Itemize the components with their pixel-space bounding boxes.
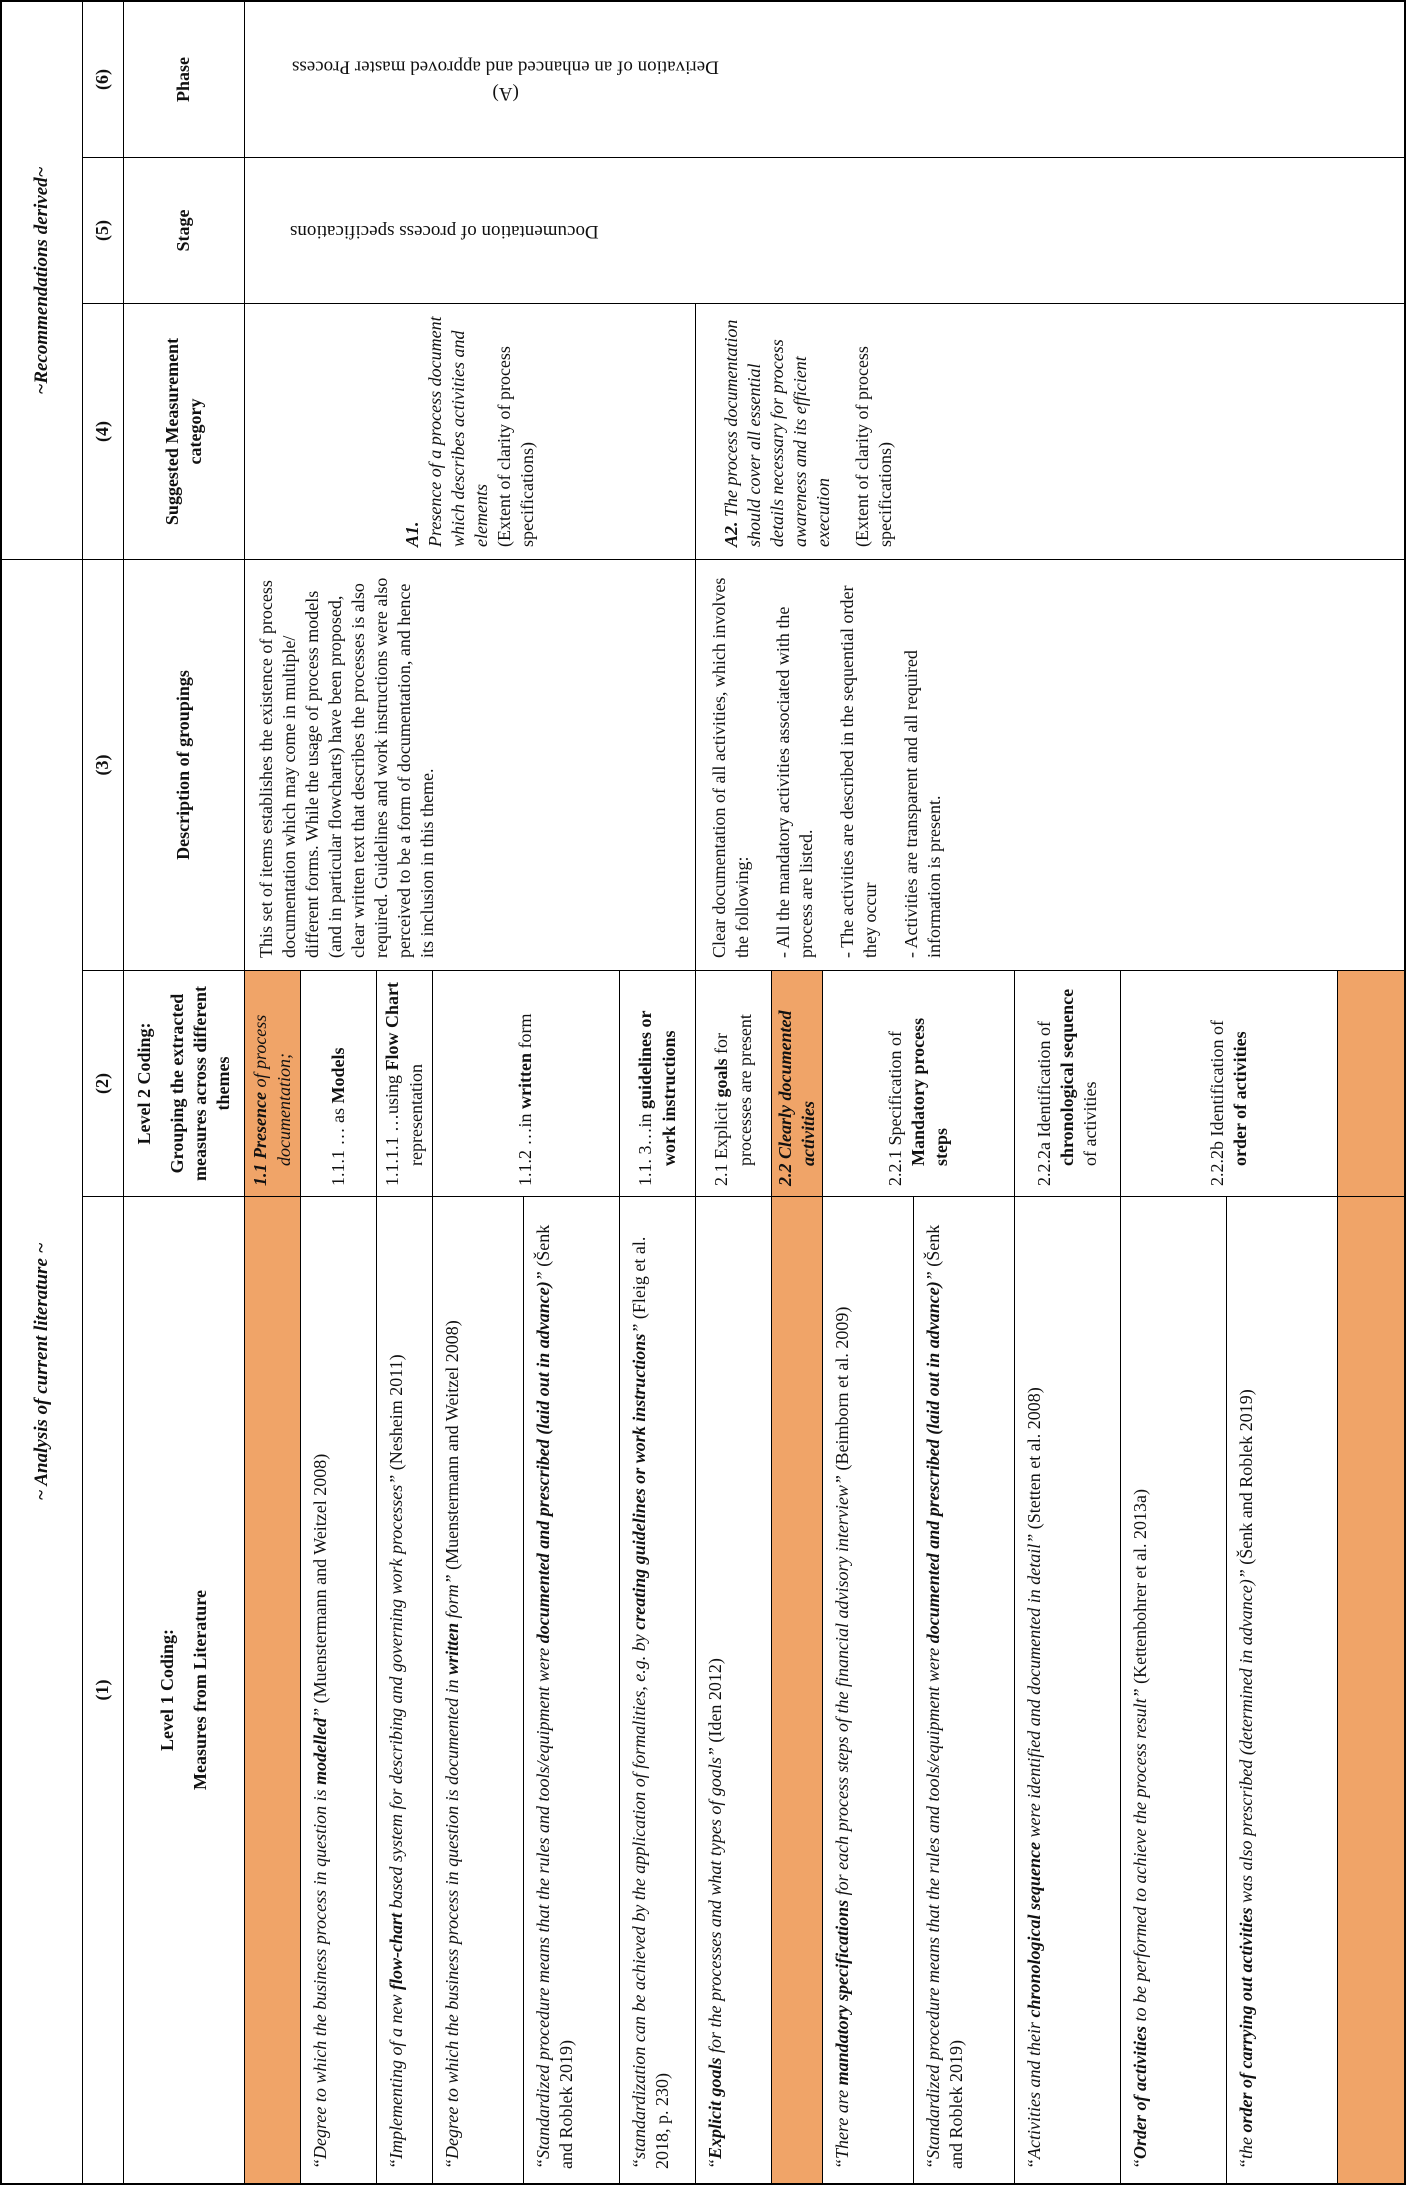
text-segment: “Activities and their [1024,2017,1044,2169]
text-segment: 1.1 Presence [250,1092,271,1186]
col-number-1: (1) [83,1197,123,2183]
text-segment: 1.1.1.1 …using [382,1070,403,1186]
text-segment: ” [629,1323,649,1334]
stage-text: Documentation of process specifications [290,220,599,242]
quote-cell-order-of-activities [1121,1197,1226,2183]
measurement-a2-paren: (Extent of clarity of process specifications) [852,346,896,547]
quote-cell-modelled [301,1197,376,2183]
text-segment: were identified and documented in detail” [1024,1533,1044,1843]
code-1-1-2-cell [433,971,619,1196]
code-2-2-2a-text [1033,981,1102,1186]
text-segment: chronological sequence [1024,1842,1044,2018]
col-number-6: (6) [83,2,123,157]
quote-cell-chronological-sequence [1015,1197,1120,2183]
text-segment: chronological sequence [1056,988,1077,1166]
text-segment: flow-chart [386,1913,406,1991]
phase-description: Derivation of an enhanced and approved master Process [292,56,719,78]
text-segment: 2.2 Clearly documented activities [774,1010,818,1186]
description-theme-1: This set of items establishes the existence of process documentation which may come in multiple/ different forms. While the usage of process models (and in particular flowcharts) have been proposed, clear written text that describes the processes is also required. Guidelines and work instructions were also perceived to be a form of documentation, and hence its inclusion in this theme. [245,560,695,970]
quote-cell-explicit-goals [696,1197,771,2183]
col-number-5: (5) [83,158,123,303]
text-line: Stage [173,209,194,252]
text-segment: was also prescribed (determined in advance)” [1236,1569,1256,1908]
text-segment: documented and prescribed (laid out in advance) [533,1281,553,1644]
cutoff-row-col1-cell [1338,1197,1404,2183]
col-title-description [124,560,244,970]
theme-2-2-cell [772,971,822,1196]
text-segment: (Kettenbohrer et al. 2013a) [1130,1488,1150,1689]
text-line: Level 1 Coding: [156,1629,177,1752]
text-segment: for the processes and what types of goals” [705,1747,725,2058]
col-title-measurement-category [124,304,244,559]
theme-1-1-cell [245,971,300,1196]
text-segment: “standardization can be achieved by the application of formalities, e.g. by [629,1629,649,2169]
text-segment: (Muenstermann and Weitzel 2008) [442,1320,462,1575]
code-1-1-2-text [514,1014,537,1187]
text-segment: (Beimborn et al. 2009) [832,1306,852,1476]
quote-cell-flowchart [377,1197,432,2183]
text-segment: (Extent of clarity of process specifications) [494,346,538,547]
text-segment: ” [923,1271,943,1282]
text-segment: order of activities [1230,1031,1250,1166]
text-segment: (Šenk and Roblek 2019) [923,1224,967,2169]
text-segment: of activities [1080,1081,1101,1166]
text-segment: modelled [310,1717,330,1785]
text-segment: goals [711,1058,732,1098]
text-segment: Flow Chart [382,981,403,1071]
theme-1-1-empty-cell [245,1197,300,2183]
phase-label: (A) [492,82,519,104]
text-segment: for processes are present [711,1014,755,1166]
text-segment: Order of activities [1130,2026,1150,2159]
text-line: Clear documentation of all activities, which involves the following: [709,577,753,958]
theme-1-1-text [249,981,295,1186]
col-title-phase [124,2,244,157]
text-line: - All the mandatory activities associated with the process are listed. [773,606,817,958]
text-line: Suggested Measurement category [161,337,205,526]
code-2-2-2b-text [1206,981,1252,1186]
text-line: Description of groupings [173,670,194,860]
text-segment: (Stetten et al. 2008) [1024,1387,1044,1534]
text-segment: (Nesheim 2011) [386,1354,406,1475]
text-segment: 2.2.2a Identification of [1033,1021,1054,1186]
col-number-3: (3) [83,560,123,970]
text-segment: Mandatory process steps [907,1017,952,1166]
text-segment: (Šenk and Roblek 2019) [1236,1389,1256,1570]
text-segment: “Standardized procedure means that the rules and tools/equipment were [533,1643,553,2169]
text-segment: ” [533,1271,553,1282]
text-segment: 2.2.1 Specification of [884,1031,905,1186]
text-segment: form” [442,1574,462,1623]
measurement-a2-cell [696,304,1404,559]
text-segment: to be performed to achieve the process result” [1130,1688,1150,2026]
text-segment: 1.1. 3…in [635,1108,656,1186]
code-1-1-1-text [327,1048,350,1187]
text-segment: “There are [832,2085,852,2169]
quote-cell-mandatory-specifications [823,1197,913,2183]
text-line: - Activities are transparent and all required information is present. [901,650,945,958]
text-segment: “Implementing of a new [386,1990,406,2169]
phase-text [290,52,721,107]
text-segment: mandatory specifications [832,1899,852,2086]
text-segment: “ [1130,2158,1150,2169]
text-segment: 1.1.2 …in [515,1108,536,1186]
text-segment: ” [310,1707,330,1718]
measurement-a2-text [720,316,835,547]
quote-cell-order-prescribed [1227,1197,1337,2183]
text-segment: for each process steps of the financial advisory interview” [832,1475,852,1900]
text-segment: based system for describing and governing work processes” [386,1474,406,1913]
description-theme-2 [696,560,1404,970]
text-segment: The process documentation should cover all essential details necessary for process awareness and its efficient execution [721,319,834,547]
code-2-2-1-text [884,981,953,1186]
text-segment: guidelines or work instructions [635,1010,679,1166]
quote-cell-guidelines [620,1197,695,2183]
quote-cell-written-form [433,1197,523,2183]
text-segment: “Degree to which the business process in question is documented in [442,1674,462,2169]
code-2-2-2b-cell [1121,971,1337,1196]
code-2-1-text [710,981,756,1186]
text-segment: Models [327,1047,348,1104]
col-title-stage [124,158,244,303]
col-number-2: (2) [83,971,123,1196]
col-title-level1-coding [124,1197,244,2183]
code-1-1-1-cell [301,971,376,1196]
code-1-1-3-text [634,981,680,1186]
text-segment: (Fleig et al. 2018, p. 230) [629,1236,673,2169]
text-segment: (Iden 2012) [705,1658,725,1748]
phase-cell [245,2,1404,157]
quote-cell-standardized-procedure-1 [524,1197,619,2183]
text-line: Level 2 Coding: [133,1022,154,1145]
text-segment: written [515,1053,536,1109]
theme-2-2-text [774,981,820,1186]
code-1-1-1-1-text [381,981,427,1186]
quote-cell-standardized-procedure-2 [914,1197,1014,2183]
text-segment: Explicit goals [705,2057,725,2159]
text-segment: (Muenstermann and Weitzel 2008) [310,1453,330,1708]
text-segment: Presence of a process document which describes activities and elements [424,316,491,547]
text-segment: documented and prescribed (laid out in advance) [923,1281,943,1644]
text-segment: form [515,1013,536,1053]
text-segment: 1.1.1 … as [327,1103,348,1186]
text-segment: order of carrying out activities [1236,1907,1256,2133]
text-segment: A2. [721,521,741,547]
code-1-1-3-cell [620,971,695,1196]
text-segment: “Degree to which the business process in question is [310,1784,330,2169]
text-line: Grouping the extracted measures across different themes [166,986,234,1181]
code-2-2-1-cell [823,971,1014,1196]
code-2-1-cell [696,971,771,1196]
text-segment: A1. [401,521,422,547]
measurement-a1-cell [245,304,695,559]
code-2-2-2a-cell [1015,971,1120,1196]
text-segment: (Šenk and Roblek 2019) [533,1224,577,2169]
text-segment: of process documentation; [250,1014,294,1166]
text-segment: representation [405,1064,426,1166]
text-line: Phase [173,57,194,102]
code-1-1-1-1-cell [377,971,432,1196]
col-number-4: (4) [83,304,123,559]
cutoff-row-col2-cell [1338,971,1404,1196]
text-segment: “the [1236,2132,1256,2169]
col-title-level2-coding [124,971,244,1196]
theme-2-2-empty-cell [772,1197,822,2183]
text-segment: written [442,1622,462,1675]
group-header-recommendations: ~Recommendations derived~ [2,2,82,559]
text-segment: 2.2.2b Identification of [1206,1020,1227,1186]
text-segment: “ [705,2158,725,2169]
text-segment: “Standardized procedure means that the rules and tools/equipment were [923,1643,943,2169]
stage-cell [245,158,1404,303]
text-segment: creating guidelines or work instructions [629,1333,649,1630]
text-segment: 2.1 Explicit [711,1097,732,1186]
group-header-analysis: ~ Analysis of current literature ~ [2,560,82,2183]
text-line: Measures from Literature [190,1590,210,1790]
text-line: - The activities are described in the sequential order they occur [837,585,881,958]
